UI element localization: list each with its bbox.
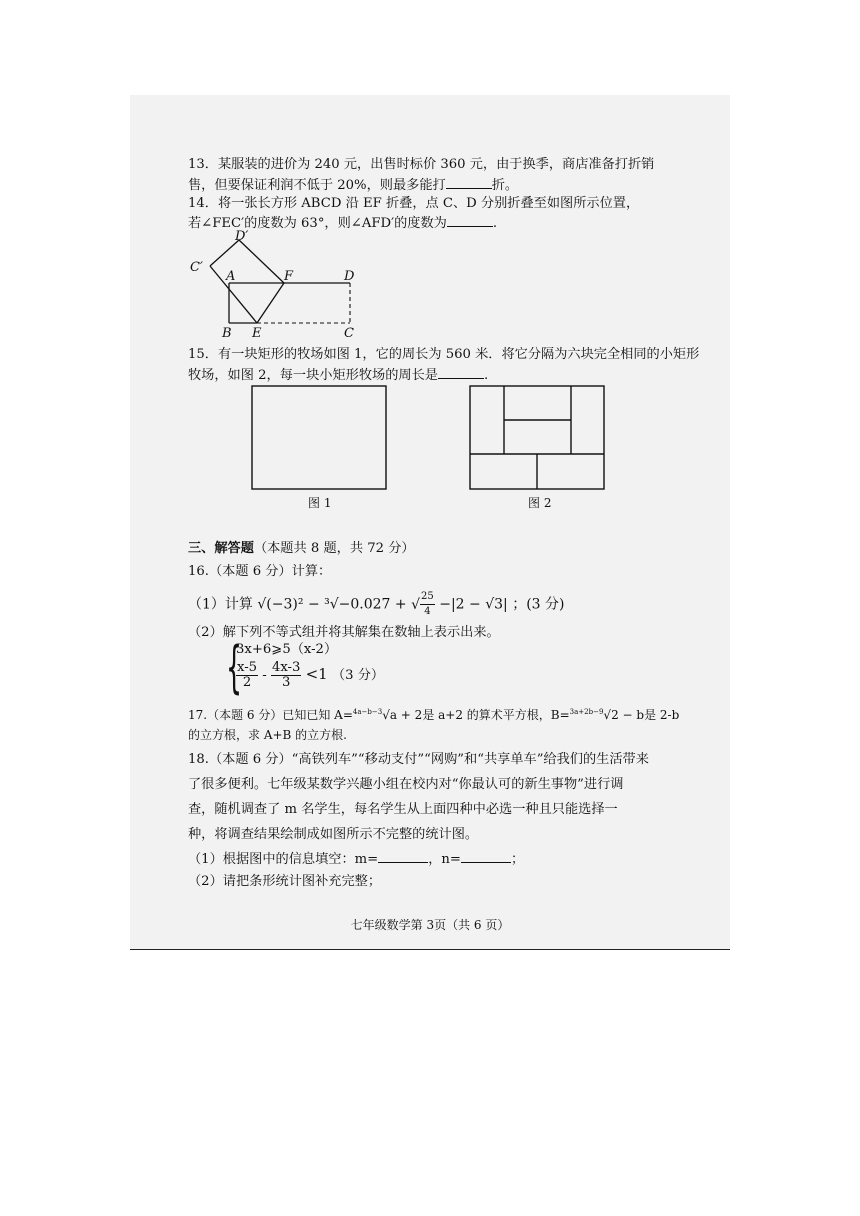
q17-radical2: √2 − b — [603, 708, 645, 722]
section3-title: 三、解答题 — [188, 541, 254, 556]
q14-label-c: C — [344, 326, 354, 341]
q14-fold-figure — [180, 228, 380, 343]
q14-label-cprime: C′ — [190, 260, 203, 275]
q16-inequality-2 — [236, 661, 384, 690]
q18-n-blank[interactable] — [461, 850, 511, 863]
q13-line2-end: 折。 — [491, 178, 519, 193]
q15-fig2-caption: 图 2 — [528, 496, 552, 510]
q16-ineq2-frac2-num: 4x-3 — [271, 660, 301, 675]
q13-line2 — [188, 176, 518, 195]
q18-line3: 查，随机调查了 m 名学生，每名学生从上面四种中必选一种且只能选择一 — [188, 802, 618, 817]
q15-line1: 15．有一块矩形的牧场如图 1，它的周长为 560 米．将它分隔为六块完全相同的小矩形 — [188, 347, 700, 362]
q17-line1 — [188, 703, 679, 724]
q18-sub1 — [188, 850, 524, 869]
q14-label-dprime: D′ — [235, 229, 249, 244]
q18-sub1-text-a: （1）根据图中的信息填空：m= — [188, 852, 379, 867]
q14-line2-text: 若∠FEC′的度数为 63°，则∠AFD′的度数为 — [188, 216, 447, 231]
q15-fig1-rect — [252, 386, 386, 489]
q16-part2: （2）解下列不等式组并将其解集在数轴上表示出来。 — [188, 625, 500, 640]
q16-frac-num: 25 — [420, 590, 435, 605]
q16-ineq2-frac1-den: 2 — [242, 675, 252, 690]
q14-label-a: A — [226, 269, 236, 284]
q18-sub1-text-c: ； — [510, 852, 525, 867]
q17-text-a: 17.（本题 6 分）已知已知 A= — [188, 708, 353, 722]
q18-line2: 了很多便利。七年级某数学兴趣小组在校内对“你最认可的新生事物”进行调 — [188, 777, 624, 792]
q18-line4: 种，将调查结果绘制成如图所示不完整的统计图。 — [188, 827, 479, 842]
q16-term-sqrt-square: √(−3)² — [257, 596, 304, 613]
q14-line1: 14．将一张长方形 ABCD 沿 EF 折叠，点 C、D 分别折叠至如图所示位置， — [188, 196, 640, 211]
q16-term-sqrt-frac: √ $\frac{25}{4}$ — [411, 591, 434, 617]
q18-m-blank[interactable] — [378, 850, 428, 863]
q14-line-ef — [257, 283, 284, 323]
q13-line1: 13．某服装的进价为 240 元，出售时标价 360 元，由于换季，商店准备打折销 — [188, 157, 655, 172]
q15-line2-end: . — [483, 368, 489, 383]
q16-term-abs: −|2 − √3| — [439, 596, 508, 613]
q16-term-cube-root: ³√−0.027 — [324, 596, 391, 613]
q14-line2-end: . — [492, 216, 498, 231]
q16-ineq2-relation: <1 — [305, 665, 328, 683]
q18-sub2: （2）请把条形统计图补充完整； — [188, 874, 382, 889]
q16-title: 16.（本题 6 分）计算： — [188, 564, 332, 579]
q13-answer-blank[interactable] — [446, 176, 492, 189]
section3-heading — [188, 540, 415, 558]
q16-ineq-score: （3 分） — [331, 668, 385, 683]
q16-ineq2-frac2-den: 3 — [281, 675, 291, 690]
q16-ineq2-frac1-num: x-5 — [237, 660, 258, 675]
q14-answer-blank[interactable] — [447, 214, 493, 227]
q15-figures — [250, 383, 610, 491]
q15-fig1-caption: 图 1 — [308, 496, 332, 510]
q16-ineq2-minus: - — [262, 668, 267, 683]
q17-radical1: √a + 2 — [382, 708, 423, 722]
q14-label-e: E — [252, 326, 262, 341]
q18-sub1-text-b: ，n= — [428, 852, 461, 867]
q16-op-plus: + — [394, 596, 407, 613]
q16-frac-den: 4 — [424, 606, 431, 617]
q14-line-fd-prime — [239, 240, 284, 283]
q14-label-d: D — [344, 269, 355, 284]
q17-sup2: 3a+2b−9 — [569, 708, 604, 716]
q17-text-b: 是 a+2 的算术平方根，B= — [422, 708, 570, 722]
q17-sup1: 4a−b−3 — [352, 708, 383, 716]
q13-line2-text: 售，但要保证利润不低于 20%，则最多能打 — [188, 178, 446, 193]
q14-label-b: B — [222, 326, 232, 341]
q16-op-minus: − — [307, 596, 320, 613]
q16-system-brace: { — [226, 635, 243, 700]
q15-answer-blank[interactable] — [438, 366, 484, 379]
section3-note: （本题共 8 题，共 72 分） — [253, 541, 415, 556]
q14-label-f: F — [284, 269, 294, 284]
bottom-rule — [130, 949, 730, 950]
page-footer: 七年级数学第 3页（共 6 页） — [350, 918, 510, 932]
q17-text-c: 是 2-b — [644, 708, 680, 722]
q18-line1: 18.（本题 6 分）“高铁列车”“移动支付”“网购”和“共享单车”给我们的生活带来 — [188, 752, 649, 767]
q15-line2-text: 牧场，如图 2，每一块小矩形牧场的周长是 — [188, 368, 438, 383]
q16-part1-score: ；(3 分) — [512, 596, 565, 613]
q16-part1 — [188, 590, 564, 619]
q17-line2: 的立方根，求 A+B 的立方根. — [188, 728, 347, 742]
q16-inequality-1: 3x+6⩾5（x-2） — [236, 642, 338, 657]
q16-part1-prefix: （1）计算 — [188, 596, 253, 613]
